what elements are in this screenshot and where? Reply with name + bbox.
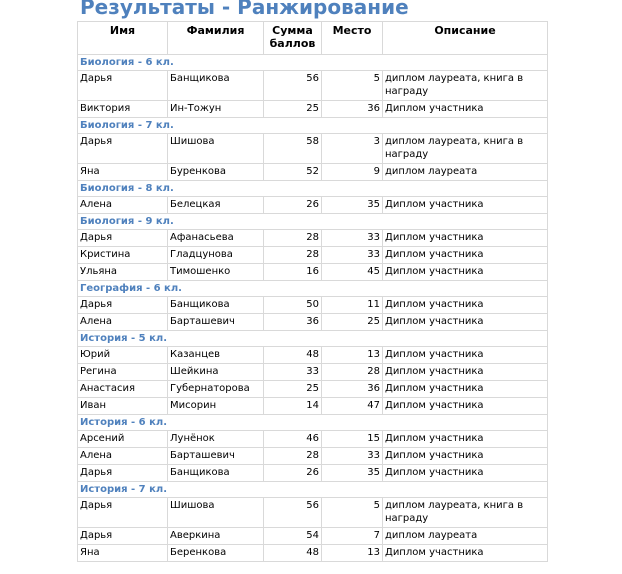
cell-score: 25 xyxy=(264,101,322,118)
category-title: История - 5 кл. xyxy=(78,331,548,347)
cell-description: Диплом участника xyxy=(383,347,548,364)
category-row xyxy=(78,118,548,134)
cell-surname: Ин-Тожун xyxy=(168,101,264,118)
cell-surname: Тимошенко xyxy=(168,264,264,281)
cell-description: Диплом участника xyxy=(383,314,548,331)
cell-surname: Буренкова xyxy=(168,164,264,181)
cell-surname: Беренкова xyxy=(168,545,264,562)
category-title: Биология - 8 кл. xyxy=(78,181,548,197)
category-title: Биология - 6 кл. xyxy=(78,55,548,71)
cell-place: 35 xyxy=(322,197,383,214)
category-title: История - 7 кл. xyxy=(78,482,548,498)
cell-surname: Аверкина xyxy=(168,528,264,545)
cell-surname: Мисорин xyxy=(168,398,264,415)
category-title: Биология - 7 кл. xyxy=(78,118,548,134)
results-body xyxy=(78,55,548,562)
table-row xyxy=(78,230,548,247)
cell-name: Виктория xyxy=(78,101,168,118)
table-row xyxy=(78,398,548,415)
cell-name: Анастасия xyxy=(78,381,168,398)
cell-score: 26 xyxy=(264,465,322,482)
cell-score: 36 xyxy=(264,314,322,331)
cell-description: Диплом участника xyxy=(383,197,548,214)
cell-place: 45 xyxy=(322,264,383,281)
cell-place: 33 xyxy=(322,448,383,465)
category-title: История - 6 кл. xyxy=(78,415,548,431)
cell-surname: Лунёнок xyxy=(168,431,264,448)
results-table xyxy=(77,21,548,562)
cell-surname: Барташевич xyxy=(168,448,264,465)
column-header-score xyxy=(264,22,322,55)
category-row xyxy=(78,181,548,197)
cell-place: 33 xyxy=(322,247,383,264)
table-row xyxy=(78,347,548,364)
table-row xyxy=(78,528,548,545)
table-row xyxy=(78,134,548,164)
cell-place: 13 xyxy=(322,545,383,562)
cell-description: Диплом участника xyxy=(383,381,548,398)
cell-name: Дарья xyxy=(78,134,168,164)
cell-name: Дарья xyxy=(78,465,168,482)
table-row xyxy=(78,431,548,448)
cell-score: 25 xyxy=(264,381,322,398)
cell-description: Диплом участника xyxy=(383,465,548,482)
cell-name: Регина xyxy=(78,364,168,381)
table-row xyxy=(78,545,548,562)
cell-name: Дарья xyxy=(78,297,168,314)
category-row xyxy=(78,331,548,347)
cell-score: 28 xyxy=(264,448,322,465)
column-header-surname: Фамилия xyxy=(168,22,264,55)
cell-place: 11 xyxy=(322,297,383,314)
column-header-description: Описание xyxy=(383,22,548,55)
cell-score: 28 xyxy=(264,230,322,247)
cell-score: 16 xyxy=(264,264,322,281)
cell-score: 28 xyxy=(264,247,322,264)
table-row xyxy=(78,101,548,118)
cell-name: Юрий xyxy=(78,347,168,364)
cell-score: 50 xyxy=(264,297,322,314)
cell-name: Арсений xyxy=(78,431,168,448)
cell-surname: Банщикова xyxy=(168,297,264,314)
cell-surname: Банщикова xyxy=(168,71,264,101)
cell-surname: Гладцунова xyxy=(168,247,264,264)
table-row xyxy=(78,247,548,264)
category-row xyxy=(78,482,548,498)
cell-score: 33 xyxy=(264,364,322,381)
table-row xyxy=(78,314,548,331)
cell-surname: Шишова xyxy=(168,134,264,164)
cell-name: Яна xyxy=(78,545,168,562)
cell-description: Диплом участника xyxy=(383,264,548,281)
category-row xyxy=(78,55,548,71)
cell-description: диплом лауреата, книга в награду xyxy=(383,134,548,164)
cell-place: 13 xyxy=(322,347,383,364)
cell-place: 7 xyxy=(322,528,383,545)
cell-surname: Барташевич xyxy=(168,314,264,331)
category-title: Биология - 9 кл. xyxy=(78,214,548,230)
cell-score: 54 xyxy=(264,528,322,545)
table-row xyxy=(78,71,548,101)
cell-description: диплом лауреата, книга в награду xyxy=(383,498,548,528)
category-title: География - 6 кл. xyxy=(78,281,548,297)
cell-surname: Шейкина xyxy=(168,364,264,381)
cell-name: Алена xyxy=(78,448,168,465)
column-header-place: Место xyxy=(322,22,383,55)
cell-place: 28 xyxy=(322,364,383,381)
cell-score: 14 xyxy=(264,398,322,415)
cell-description: Диплом участника xyxy=(383,101,548,118)
table-row xyxy=(78,164,548,181)
cell-name: Дарья xyxy=(78,528,168,545)
category-row xyxy=(78,415,548,431)
cell-name: Дарья xyxy=(78,498,168,528)
cell-description: Диплом участника xyxy=(383,398,548,415)
cell-score: 26 xyxy=(264,197,322,214)
table-row xyxy=(78,381,548,398)
cell-description: Диплом участника xyxy=(383,247,548,264)
cell-place: 9 xyxy=(322,164,383,181)
cell-description: диплом лауреата xyxy=(383,164,548,181)
cell-score: 46 xyxy=(264,431,322,448)
cell-description: Диплом участника xyxy=(383,297,548,314)
cell-name: Кристина xyxy=(78,247,168,264)
score-header-line2: баллов xyxy=(269,37,316,50)
cell-surname: Казанцев xyxy=(168,347,264,364)
cell-name: Ульяна xyxy=(78,264,168,281)
cell-description: Диплом участника xyxy=(383,364,548,381)
table-row xyxy=(78,297,548,314)
cell-score: 58 xyxy=(264,134,322,164)
cell-description: диплом лауреата xyxy=(383,528,548,545)
cell-place: 36 xyxy=(322,101,383,118)
cell-surname: Шишова xyxy=(168,498,264,528)
cell-place: 25 xyxy=(322,314,383,331)
cell-description: Диплом участника xyxy=(383,545,548,562)
cell-name: Алена xyxy=(78,197,168,214)
cell-name: Дарья xyxy=(78,230,168,247)
cell-score: 56 xyxy=(264,498,322,528)
cell-score: 52 xyxy=(264,164,322,181)
cell-place: 15 xyxy=(322,431,383,448)
score-header-line1: Сумма xyxy=(272,24,313,37)
category-row xyxy=(78,214,548,230)
table-row xyxy=(78,498,548,528)
table-row xyxy=(78,465,548,482)
cell-place: 5 xyxy=(322,498,383,528)
cell-surname: Губернаторова xyxy=(168,381,264,398)
cell-description: диплом лауреата, книга в награду xyxy=(383,71,548,101)
cell-description: Диплом участника xyxy=(383,431,548,448)
category-row xyxy=(78,281,548,297)
cell-place: 36 xyxy=(322,381,383,398)
cell-place: 47 xyxy=(322,398,383,415)
cell-place: 5 xyxy=(322,71,383,101)
table-row xyxy=(78,264,548,281)
cell-description: Диплом участника xyxy=(383,230,548,247)
header-row xyxy=(78,22,548,55)
cell-score: 48 xyxy=(264,545,322,562)
table-row xyxy=(78,197,548,214)
column-header-name: Имя xyxy=(78,22,168,55)
cell-place: 35 xyxy=(322,465,383,482)
cell-place: 3 xyxy=(322,134,383,164)
table-row xyxy=(78,448,548,465)
cell-place: 33 xyxy=(322,230,383,247)
cell-surname: Банщикова xyxy=(168,465,264,482)
page-title: Результаты - Ранжирование xyxy=(80,0,409,19)
cell-score: 48 xyxy=(264,347,322,364)
cell-name: Яна xyxy=(78,164,168,181)
cell-name: Дарья xyxy=(78,71,168,101)
cell-name: Алена xyxy=(78,314,168,331)
table-row xyxy=(78,364,548,381)
cell-surname: Белецкая xyxy=(168,197,264,214)
cell-score: 56 xyxy=(264,71,322,101)
cell-description: Диплом участника xyxy=(383,448,548,465)
cell-surname: Афанасьева xyxy=(168,230,264,247)
cell-name: Иван xyxy=(78,398,168,415)
